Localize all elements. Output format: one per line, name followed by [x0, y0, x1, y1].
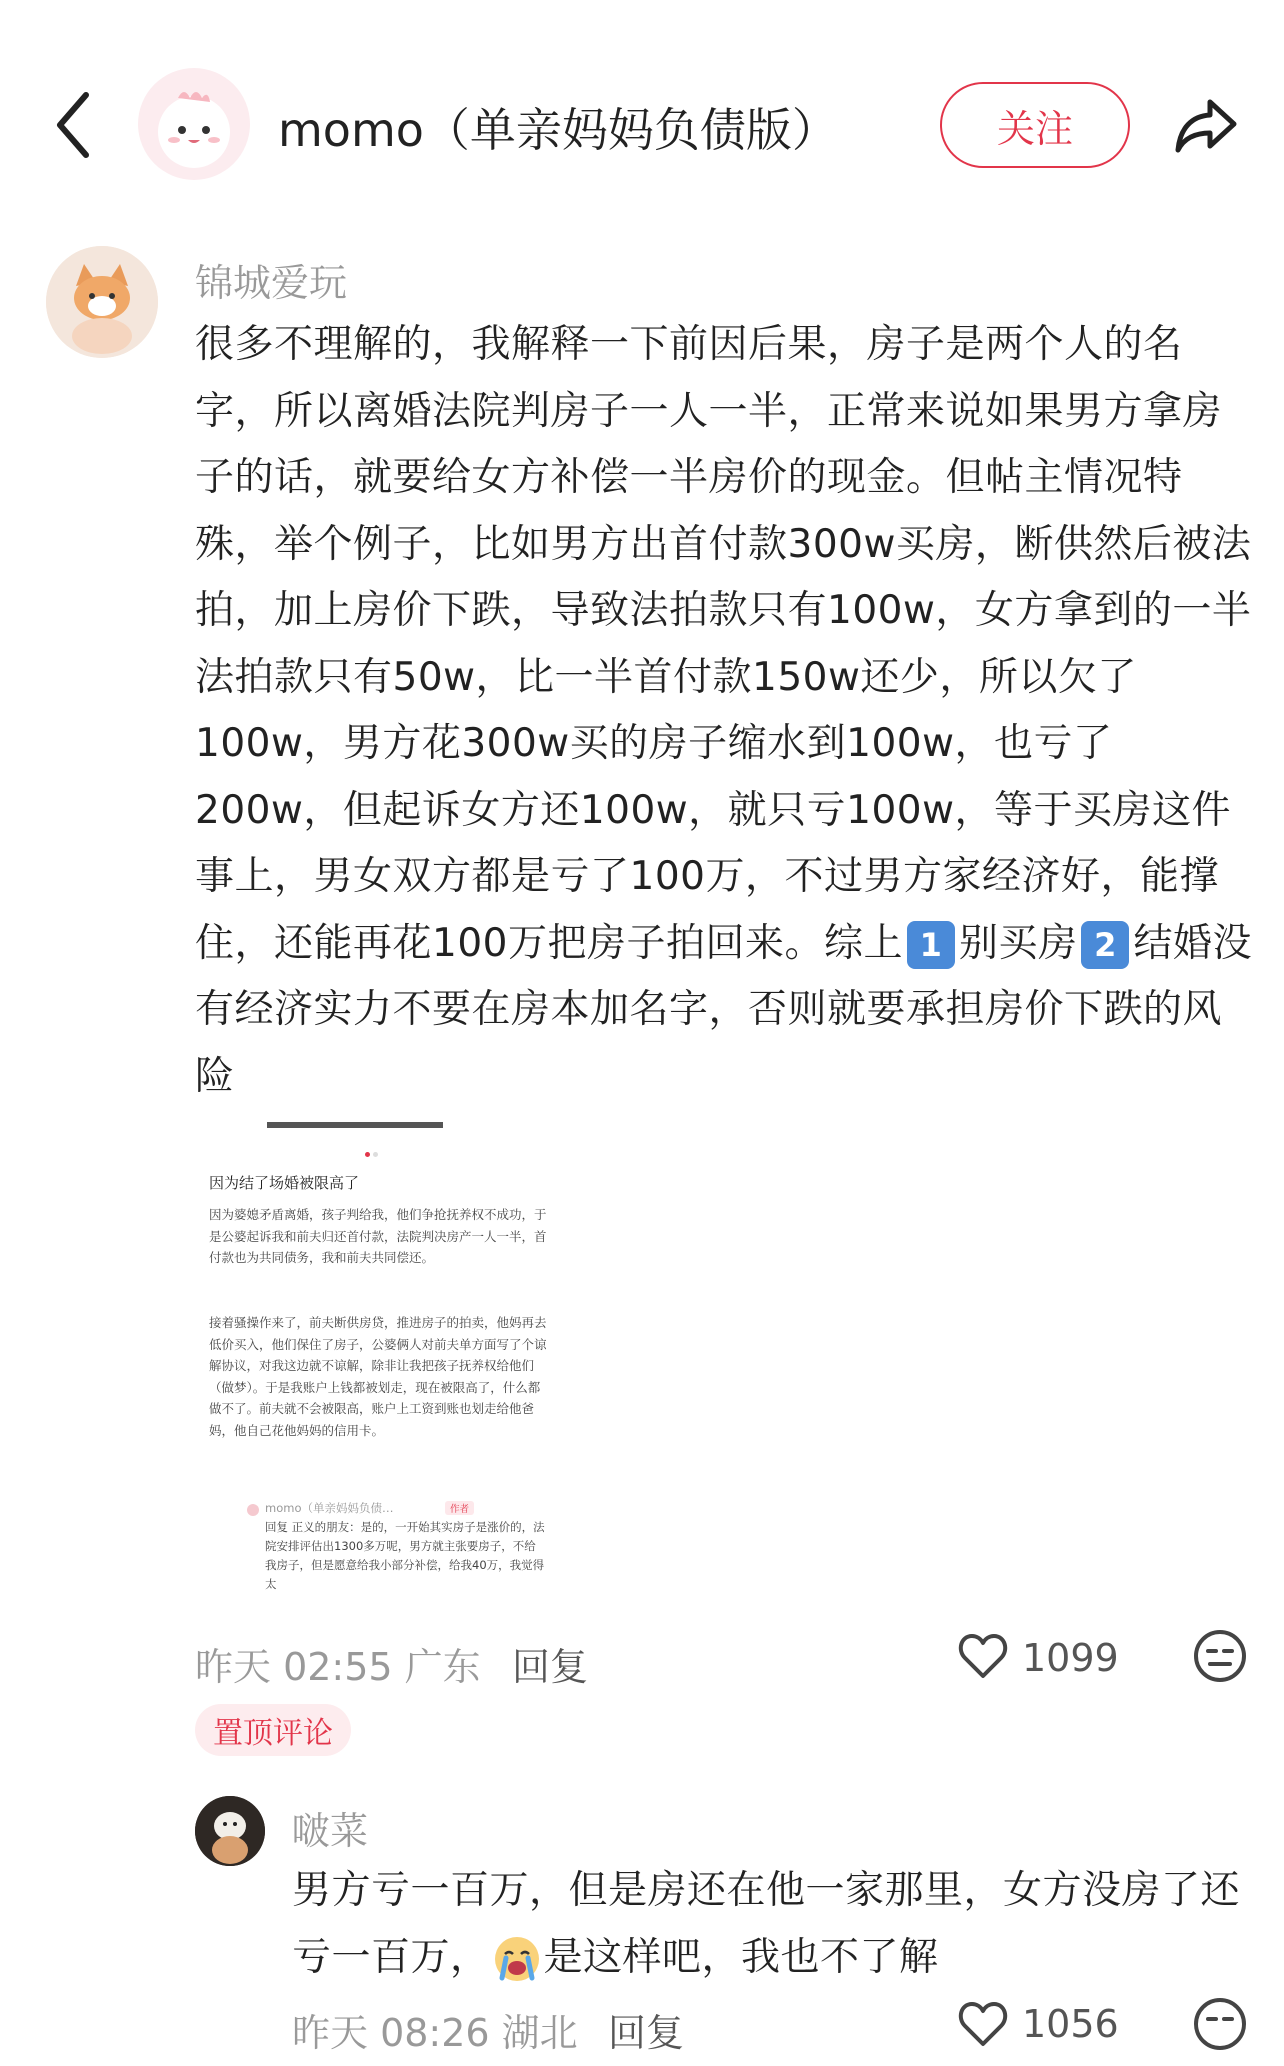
- reaction-button[interactable]: [1192, 1628, 1248, 1684]
- comment-text-part-1: 很多不理解的，我解释一下前因后果，房子是两个人的名字，所以离婚法院判房子一人一半，正常来说如果男方拿房子的话，就要给女方补偿一半房价的现金。但帖主情况特殊，举个例子，比如男方出首付款300w买房，断供然后被法拍，加上房价下跌，导致法拍款只有100w，女方拿到的一半法拍款只有50w，比一半首付款150w还少，所以欠了100w，男方花300w买的房子缩水到100w，也亏了200w，但起诉女方还100w，就只亏100w，等于买房这件事上，男女双方都是亏了100万，不过男方家经济好，能撑住，还能再花100万把房子拍回来。综上: [195, 322, 1252, 966]
- reply-like-button[interactable]: [955, 1996, 1011, 2052]
- image-post-title: 因为结了场婚被限高了: [209, 1174, 360, 1192]
- crying-face-emoji: [492, 1934, 542, 1984]
- reply-user-name[interactable]: 啵菜: [292, 1809, 369, 1853]
- heart-outline-icon: [955, 1628, 1011, 1684]
- reply-like-count: 1056: [1022, 2002, 1119, 2046]
- comment-attached-image[interactable]: [195, 1120, 555, 1610]
- comment-time-location: 昨天 02:55 广东: [195, 1645, 481, 1689]
- like-button[interactable]: [955, 1628, 1011, 1684]
- back-button[interactable]: [48, 85, 98, 165]
- share-button[interactable]: [1170, 88, 1242, 160]
- keycap-two-emoji: 2: [1081, 921, 1129, 969]
- keycap-one-emoji: 1: [907, 921, 955, 969]
- image-author-tag: 作者: [445, 1501, 474, 1515]
- reply-reply-button[interactable]: 回复: [608, 2011, 685, 2055]
- reply-avatar[interactable]: [195, 1796, 265, 1866]
- reply-text: [292, 1858, 1252, 1991]
- author-name[interactable]: momo（单亲妈妈负债版）: [278, 103, 838, 157]
- image-reply-text: 回复 正义的朋友：是的，一开始其实房子是涨价的，法院安排评估出1300多万呢，男方就主张要房子，不给我房子，但是愿意给我小部分补偿，给我40万，我觉得太: [265, 1520, 545, 1591]
- like-count: 1099: [1022, 1636, 1119, 1680]
- comment-text: [195, 312, 1255, 1110]
- page-indicator-active: [365, 1152, 370, 1157]
- image-paragraph-1: 因为婆媳矛盾离婚，孩子判给我，他们争抢抚养权不成功，于是公婆起诉我和前夫归还首付款，法院判决房产一人一半，首付款也为共同债务，我和前夫共同偿还。: [209, 1207, 547, 1265]
- commenter-name[interactable]: 锦城爱玩: [195, 261, 348, 305]
- reply-text-part-2: 是这样吧，我也不了解: [543, 1934, 939, 1980]
- author-avatar[interactable]: [138, 68, 250, 180]
- reply-button[interactable]: 回复: [512, 1645, 589, 1689]
- share-arrow-icon: [1170, 88, 1242, 160]
- post-header: [0, 0, 1284, 200]
- image-paragraph-2: 接着骚操作来了，前夫断供房贷，推进房子的拍卖，他妈再去低价买入，他们保住了房子，公婆俩人对前夫单方面写了个谅解协议，对我这边就不谅解，除非让我把孩子抚养权给他们（做梦）。于是我账户上钱都被划走，现在被限高了，什么都做不了。前夫就不会被限高，账户上工资到账也划走给他爸妈，他自己花他妈妈的信用卡。: [209, 1315, 547, 1438]
- page-indicator: [373, 1152, 378, 1157]
- comment-text-part-2: 别买房: [958, 920, 1078, 966]
- image-reply-avatar: [247, 1504, 259, 1516]
- reply-time-location: 昨天 08:26 湖北: [292, 2011, 578, 2055]
- heart-outline-icon: [955, 1996, 1011, 2052]
- emoji-face-icon: [1192, 1996, 1248, 2052]
- follow-button[interactable]: 关注: [940, 82, 1130, 168]
- reply-reaction-button[interactable]: [1192, 1996, 1248, 2052]
- image-reply-name: momo（单亲妈妈负债…: [265, 1501, 394, 1515]
- chevron-left-icon: [48, 85, 98, 165]
- comment-text-part-3: 结婚没有经济实力不要在房本加名字，否则就要承担房价下跌的风险: [195, 920, 1252, 1099]
- emoji-face-icon: [1192, 1628, 1248, 1684]
- pinned-comment-badge: 置顶评论: [195, 1704, 351, 1756]
- commenter-avatar[interactable]: [46, 246, 158, 358]
- image-top-bar: [267, 1122, 443, 1128]
- reply-text-part-1: 男方亏一百万，但是房还在他一家那里，女方没房了还亏一百万，: [292, 1868, 1241, 1980]
